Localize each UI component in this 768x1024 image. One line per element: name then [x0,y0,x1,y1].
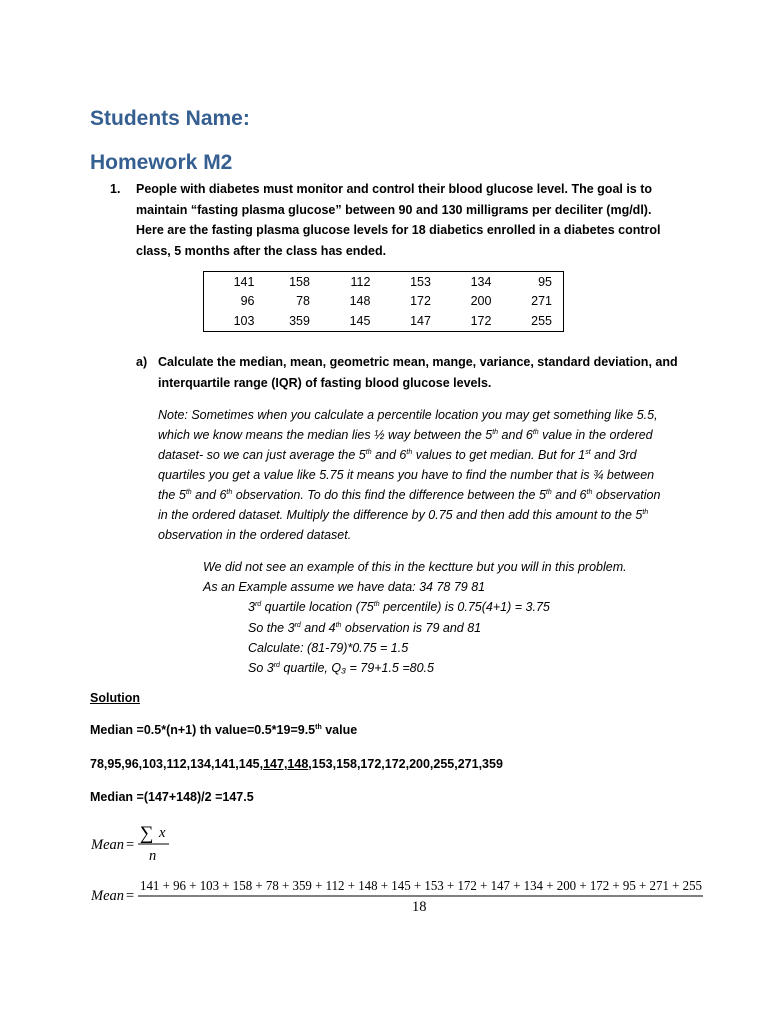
denominator: 18 [412,899,427,915]
table-row [204,272,564,292]
part-a-text: Calculate the median, mean, geometric mean, mange, variance, standard deviation, and interquartile range (IQR) of fasting blood glucose levels. [158,355,678,390]
note-line: in the ordered dataset. Multiply the difference by 0.75 and then add this amount to the 5th [158,508,649,522]
median-values: 147,148 [263,757,309,771]
note-line: quartiles you get a value like 5.75 it means you have to find the number that is ¾ between [158,468,655,482]
table-cell: 78 [296,294,310,309]
table-cell: 172 [410,294,431,309]
example-line: Calculate: (81-79)*0.75 = 1.5 [248,640,409,655]
mean-label: Mean [91,837,125,853]
table-cell: 112 [350,274,371,289]
students-name-heading: Students Name: [90,107,250,130]
note-line: Note: Sometimes when you calculate a percentile location you may get something like 5.5, [158,408,658,422]
mean-label: Mean [91,888,125,904]
table-cell: 103 [233,313,255,328]
svg-text:=: = [126,888,135,904]
question-text: People with diabetes must monitor and control their blood glucose level. The goal is to maintain “fasting plasma glucose” between 90 and 130 milligrams per deciliter (mg/dl). Here are the fasting plasma glucose levels for 18 diabetics enrolled in a diabetes control class, 5 months after the class has ended. [136,182,661,258]
x-var: x [159,825,166,841]
glucose-table [203,271,564,332]
homework-title: Homework M2 [90,151,233,174]
solution-heading: Solution [90,691,140,705]
example-block [203,557,627,678]
note-line: dataset- so we can just average the 5th and 6th values to get median. But for 1st and 3rd [158,448,637,462]
example-line: 3rd quartile location (75th percentile) is 0.75(4+1) = 3.75 [248,600,550,615]
mean-formula [91,820,211,866]
table-cell: 145 [349,313,371,328]
sum-symbol: ∑ [140,823,154,844]
question-number: 1. [110,182,121,196]
table-cell: 172 [470,313,492,328]
part-a [136,352,696,393]
table-row [204,292,564,312]
median-result: Median =(147+148)/2 =147.5 [90,790,254,804]
table-cell: 255 [531,313,552,328]
table-cell: 200 [470,294,492,309]
table-cell: 153 [410,274,431,289]
example-line: So 3rd quartile, Q₃ = 79+1.5 =80.5 [248,661,434,676]
table-cell: 141 [233,274,255,289]
table-cell: 147 [410,313,431,328]
note-paragraph [158,405,678,545]
example-line: We did not see an example of this in the kectture but you will in this problem. [203,560,627,574]
table-row [204,311,564,331]
table-cell: 271 [531,294,552,309]
numerator: 141 + 96 + 103 + 158 + 78 + 359 + 112 + 148 + 145 + 153 + 172 + 147 + 134 + 200 + 172 + 95 + 271 + 255 [140,878,703,893]
mean-sum-formula [91,876,711,916]
table-cell: 148 [349,294,371,309]
median-location: Median =0.5*(n+1) th value=0.5*19=9.5th value [90,723,358,737]
question-1 [110,179,680,261]
example-line: So the 3rd and 4th observation is 79 and 81 [248,620,482,635]
note-line: which we know means the median lies ½ way between the 5th and 6th value in the ordered [158,428,653,442]
svg-text:=: = [126,837,135,853]
part-a-label: a) [136,355,148,369]
note-line: the 5th and 6th observation. To do this find the difference between the 5th and 6th observation [158,488,661,502]
table-cell: 96 [240,294,255,309]
table-cell: 158 [289,274,310,289]
table-cell: 359 [289,313,310,328]
sorted-data: 78,95,96,103,112,134,141,145,147,148,153,158,172,172,200,255,271,359 [90,757,503,771]
note-line: observation in the ordered dataset. [158,528,352,542]
n-var: n [149,848,157,864]
table-cell: 95 [538,274,552,289]
table-cell: 134 [470,274,492,289]
example-line: As an Example assume we have data: 34 78 79 81 [203,580,486,595]
